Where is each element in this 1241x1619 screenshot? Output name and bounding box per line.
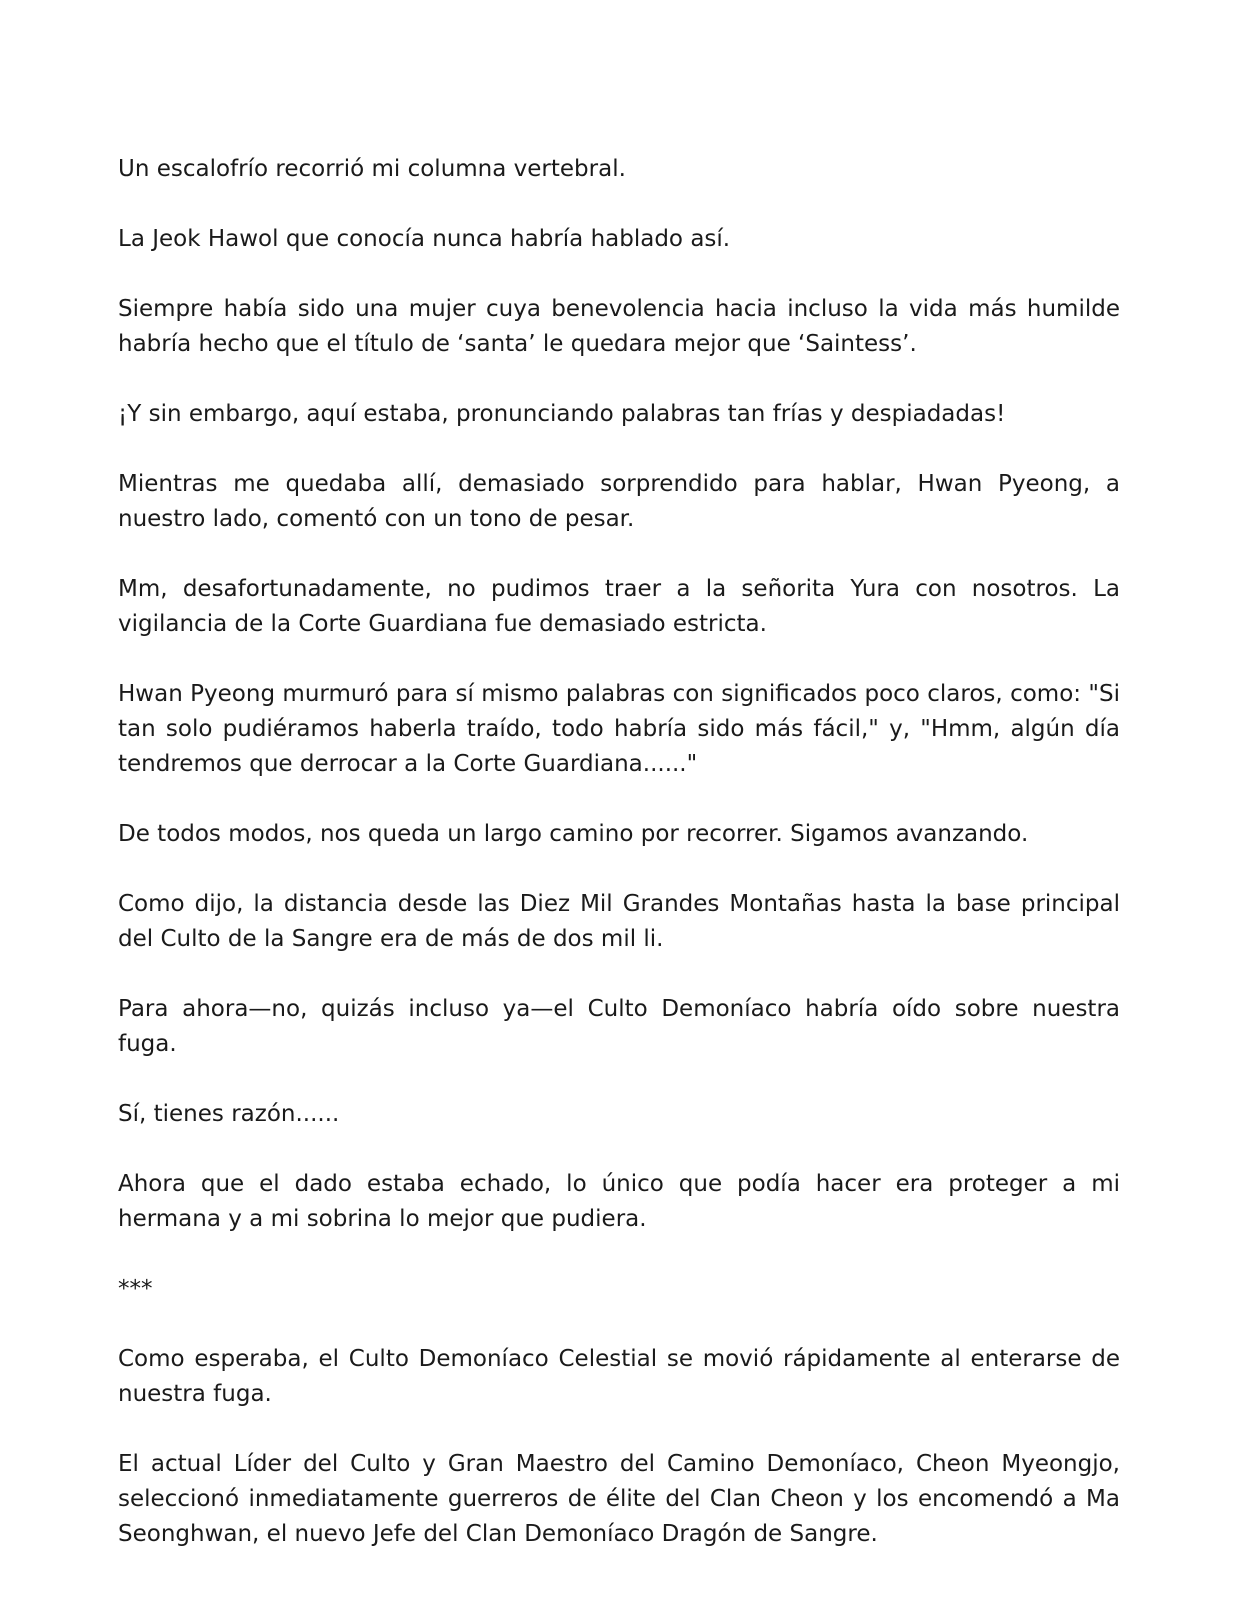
paragraph: Mientras me quedaba allí, demasiado sorprendido para hablar, Hwan Pyeong, a nuestro lado, comentó con un tono de pesar.: [118, 471, 1120, 532]
paragraph: Hwan Pyeong murmuró para sí mismo palabras con significados poco claros, como: "Si tan solo pudiéramos haberla traído, todo habría sido más fácil," y, "Hmm, algún día tendremos que derrocar a la Corte Guardiana......": [118, 681, 1120, 777]
paragraph: Sí, tienes razón......: [118, 1101, 340, 1127]
paragraph: El actual Líder del Culto y Gran Maestro del Camino Demoníaco, Cheon Myeongjo, seleccionó inmediatamente guerreros de élite del Clan Cheon y los encomendó a Ma Seonghwan, el nuevo Jefe del Clan Demoníaco Dragón de Sangre.: [118, 1451, 1120, 1547]
paragraph: Un escalofrío recorrió mi columna vertebral.: [118, 156, 626, 182]
paragraph: Para ahora—no, quizás incluso ya—el Culto Demoníaco habría oído sobre nuestra fuga.: [118, 996, 1120, 1057]
document-body: [118, 152, 1120, 1587]
scene-break: ***: [118, 1276, 153, 1302]
paragraph: Ahora que el dado estaba echado, lo único que podía hacer era proteger a mi hermana y a mi sobrina lo mejor que pudiera.: [118, 1171, 1120, 1232]
paragraph: Mm, desafortunadamente, no pudimos traer a la señorita Yura con nosotros. La vigilancia de la Corte Guardiana fue demasiado estricta.: [118, 576, 1120, 637]
paragraph: Como dijo, la distancia desde las Diez Mil Grandes Montañas hasta la base principal del Culto de la Sangre era de más de dos mil li.: [118, 891, 1120, 952]
paragraph: ¡Y sin embargo, aquí estaba, pronunciando palabras tan frías y despiadadas!: [118, 401, 1006, 427]
paragraph: De todos modos, nos queda un largo camino por recorrer. Sigamos avanzando.: [118, 821, 1029, 847]
paragraph: Siempre había sido una mujer cuya benevolencia hacia incluso la vida más humilde habría hecho que el título de ‘santa’ le quedara mejor que ‘Saintess’.: [118, 296, 1120, 357]
paragraph: Como esperaba, el Culto Demoníaco Celestial se movió rápidamente al enterarse de nuestra fuga.: [118, 1346, 1120, 1407]
paragraph: La Jeok Hawol que conocía nunca habría hablado así.: [118, 226, 731, 252]
